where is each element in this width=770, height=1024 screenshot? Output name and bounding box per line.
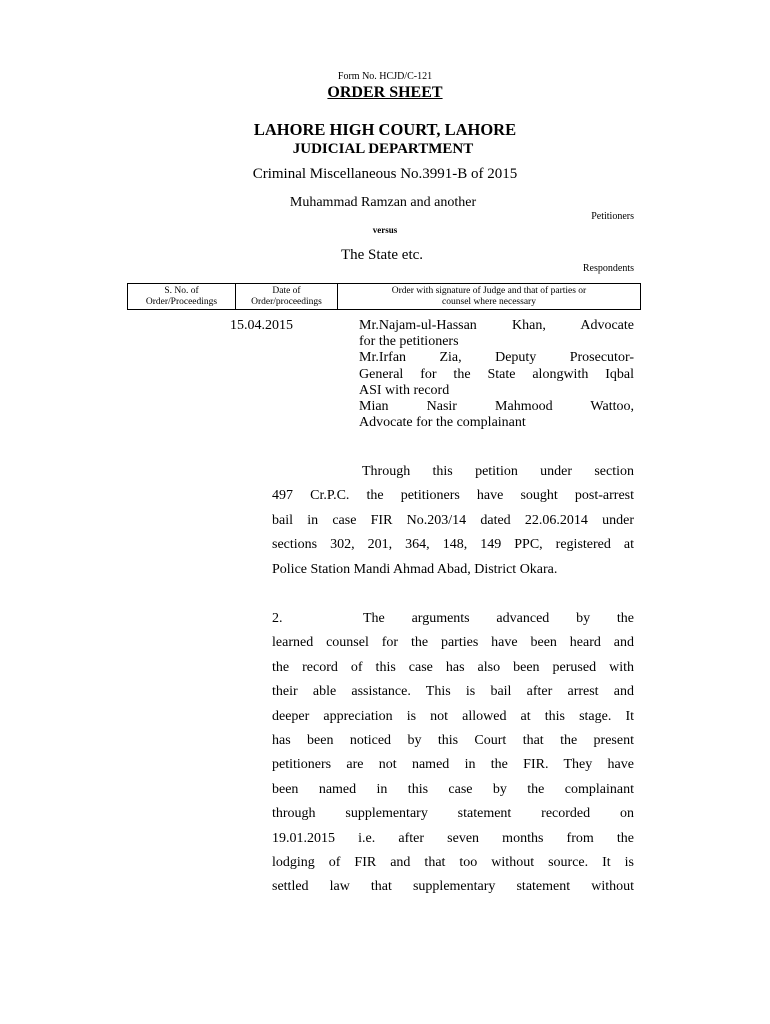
date-header (236, 284, 338, 310)
paragraph-line: been named in this case by the complainant (272, 781, 634, 797)
serial-number-header-line2: Order/Proceedings (145, 297, 218, 307)
paragraph-line: bail in case FIR No.203/14 dated 22.06.2014 under (272, 512, 634, 528)
paragraph-line: petitioners are not named in the FIR. They have (272, 757, 634, 773)
appearance-line: Mr.Najam-ul-Hassan Khan, Advocate (359, 318, 634, 333)
appearance-line: Mr.Irfan Zia, Deputy Prosecutor- (359, 350, 634, 366)
department-name: JUDICIAL DEPARTMENT (292, 141, 474, 157)
order-header-line2: counsel where necessary (442, 297, 536, 307)
paragraph-line: learned counsel for the parties have been heard and (272, 635, 634, 651)
paragraph-line: Through this petition under section (362, 464, 634, 479)
order-header (338, 284, 641, 310)
paragraph-line-text: The arguments advanced by the (363, 611, 634, 626)
paragraph-line (272, 607, 634, 631)
paragraph-line: Police Station Mandi Ahmad Abad, District Okara. (272, 561, 558, 577)
page-title (0, 84, 770, 102)
paragraph-1 (272, 460, 634, 582)
respondent-name: The State etc. (340, 247, 424, 263)
paragraph-line: sections 302, 201, 364, 148, 149 PPC, registered at (272, 537, 634, 553)
paragraph-line: 19.01.2015 i.e. after seven months from the (272, 830, 634, 846)
court-name: LAHORE HIGH COURT, LAHORE (253, 120, 517, 139)
paragraph-line: the record of this case has also been perused with (272, 659, 634, 675)
paragraph-2 (272, 607, 634, 900)
appearance-line: Advocate for the complainant (359, 415, 526, 431)
paragraph-line: deeper appreciation is not allowed at this stage. It (272, 708, 634, 724)
serial-number-header-line1: S. No. of (164, 286, 199, 296)
order-header-line1: Order with signature of Judge and that of parties or (391, 286, 587, 296)
paragraph-line: 497 Cr.P.C. the petitioners have sought post-arrest (272, 488, 634, 504)
paragraph-line: has been noticed by this Court that the present (272, 733, 634, 749)
petitioners-label: Petitioners (591, 211, 634, 222)
paragraph-line: through supplementary statement recorded on (272, 806, 634, 822)
respondents-label: Respondents (582, 263, 634, 274)
appearance-line: ASI with record (359, 382, 450, 398)
versus-label: versus (372, 225, 398, 235)
header-row (128, 284, 641, 310)
form-number: Form No. HCJD/C-121 (337, 71, 433, 82)
appearance-line: Mian Nasir Mahmood Wattoo, (359, 399, 634, 415)
date-header-line1: Date of (272, 286, 301, 296)
order-sheet-header-table (127, 283, 641, 310)
appearance-line: for the petitioners (359, 334, 459, 350)
date-header-line2: Order/proceedings (251, 297, 322, 307)
case-number: Criminal Miscellaneous No.3991-B of 2015 (252, 166, 518, 182)
serial-number-header (128, 284, 236, 310)
paragraph-line: their able assistance. This is bail after arrest and (272, 684, 634, 700)
paragraph-line: lodging of FIR and that too without source. It is (272, 855, 634, 871)
page-title-text: ORDER SHEET (327, 84, 443, 101)
appearances-block (359, 318, 634, 431)
petitioner-name: Muhammad Ramzan and another (289, 195, 477, 210)
paragraph-line: settled law that supplementary statement without (272, 879, 634, 895)
paragraph-number: 2. (272, 611, 283, 626)
order-date: 15.04.2015 (230, 318, 293, 333)
appearance-line: General for the State alongwith Iqbal (359, 366, 634, 382)
